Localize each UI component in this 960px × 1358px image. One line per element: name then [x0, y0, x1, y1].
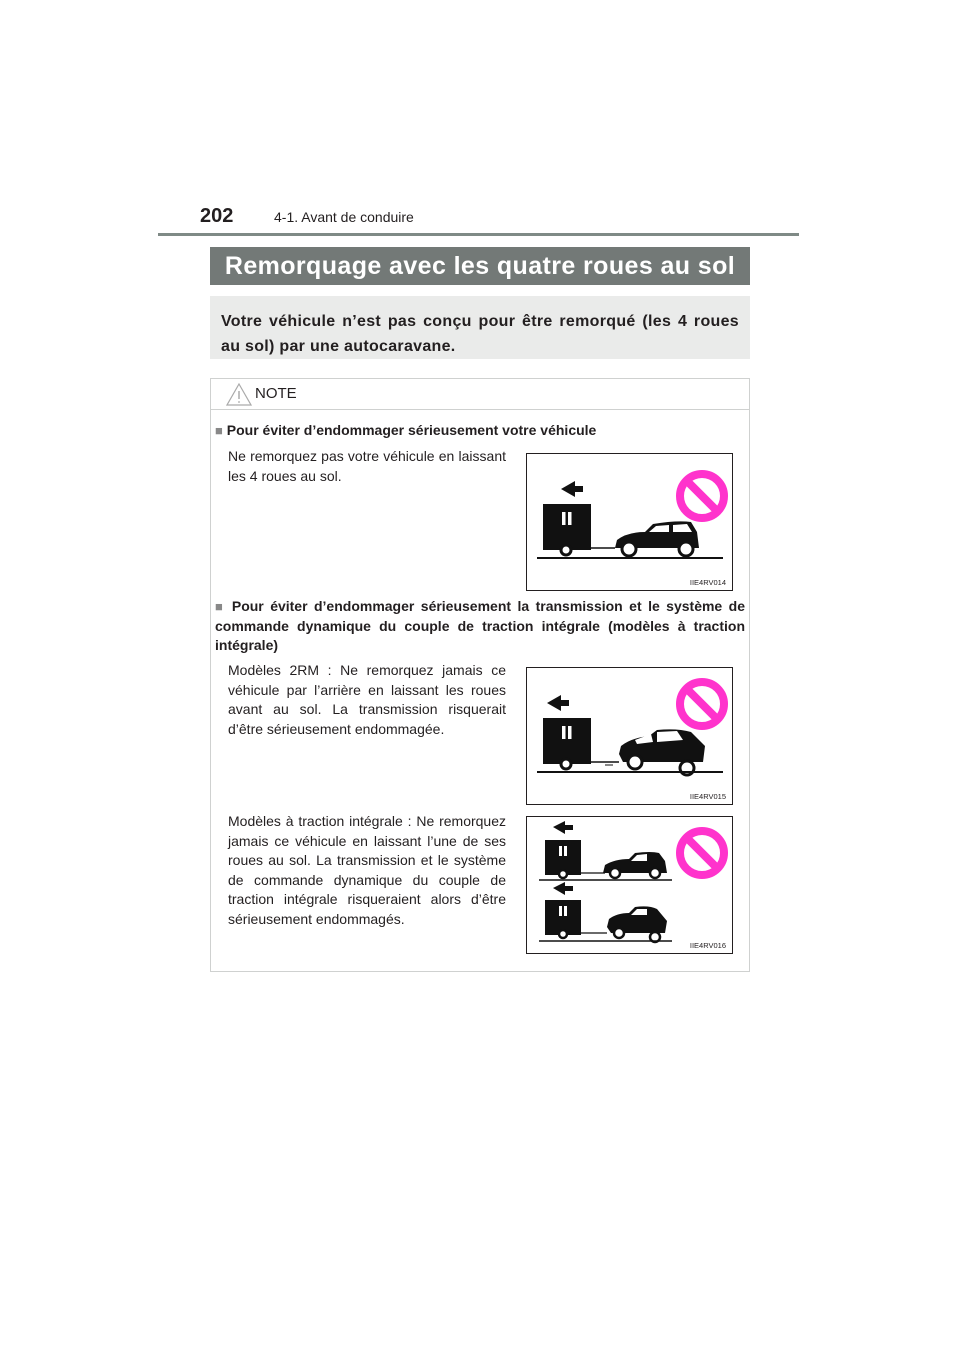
header-rule [158, 233, 799, 236]
figure-tow-2wd [526, 667, 733, 805]
towing-illustration [527, 454, 732, 590]
towing-illustration [527, 817, 732, 953]
page-title: Remorquage avec les quatre roues au sol [210, 247, 750, 285]
note-subheading-2: ■ Pour éviter d’endommager sérieusement la transmission et le système de commande dynamique du couple de traction intégrale (modèles à traction intégrale) [215, 598, 745, 653]
note-text-3: Modèles à traction intégrale : Ne remorquez jamais ce véhicule en laissant l’une de ses roues au sol. La transmission et le système de commande dynamique du couple de traction intégrale risqueraient alors d’être sérieusement endommagés. [228, 813, 506, 927]
note-header [211, 379, 749, 410]
note-text-2: Modèles 2RM : Ne remorquez jamais ce véhicule par l’arrière en laissant les roues avant au sol. La transmission risquerait d’être sérieusement endommagée. [228, 662, 506, 737]
note-label: NOTE [255, 385, 297, 402]
bullet-square-icon: ■ [215, 599, 226, 614]
section-label: 4-1. Avant de conduire [274, 209, 414, 225]
figure-code: IIE4RV016 [689, 941, 726, 950]
figure-code: IIE4RV014 [689, 578, 726, 587]
note-text-1: Ne remorquez pas votre véhicule en laissant les 4 roues au sol. [228, 448, 506, 484]
intro-box [210, 296, 750, 359]
towing-illustration [527, 668, 732, 804]
note-box [210, 378, 750, 972]
figure-tow-4wd [526, 816, 733, 954]
figure-tow-four-wheels [526, 453, 733, 591]
bullet-square-icon: ■ [215, 423, 223, 438]
intro-text: Votre véhicule n’est pas conçu pour être remorqué (les 4 roues au sol) par une autocaravane. [221, 313, 739, 355]
note-subheading-1: ■ Pour éviter d’endommager sérieusement votre véhicule [215, 422, 597, 438]
figure-code: IIE4RV015 [689, 792, 726, 801]
warning-icon [226, 383, 252, 406]
page-number: 202 [200, 205, 234, 227]
